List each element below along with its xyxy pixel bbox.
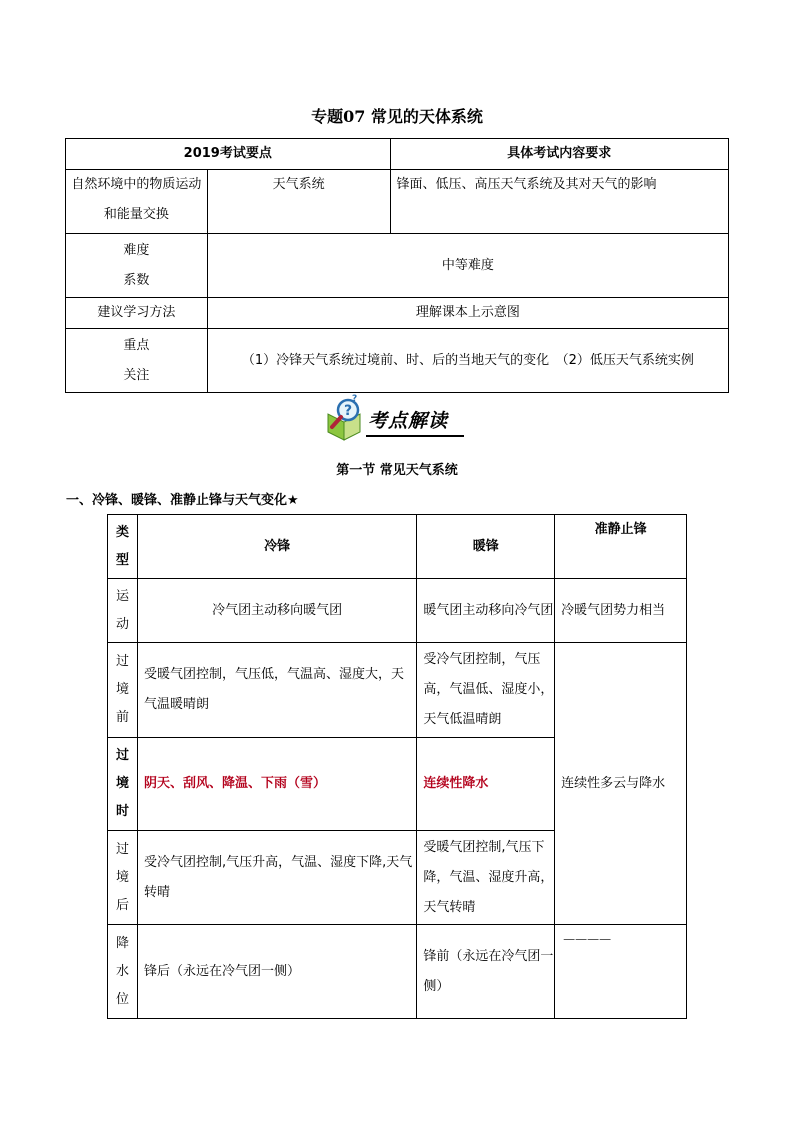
rain-label-2: 水 (115, 963, 129, 979)
banner-text: 考点解读 (368, 410, 449, 432)
cell-type-label (108, 515, 138, 579)
cell-warm-movement: 暖气团主动移向冷气团 (417, 579, 555, 643)
cell-stationary-weather: 连续性多云与降水 (555, 643, 687, 925)
difficulty-label-1: 难度 (123, 242, 150, 258)
cell-method-label: 建议学习方法 (66, 298, 208, 329)
fronts-comparison-table (107, 514, 687, 1019)
section-heading: 一、冷锋、暖锋、准静止锋与天气变化★ (66, 493, 299, 508)
header-cold-front: 冷锋 (137, 515, 416, 579)
cell-cold-after: 受冷气团控制,气压升高，气温、湿度下降,天气转晴 (137, 831, 416, 925)
movement-label-2: 动 (115, 616, 129, 632)
cell-difficulty-value: 中等难度 (207, 234, 728, 298)
cell-focus-label (66, 329, 208, 393)
svg-text:?: ? (352, 394, 358, 404)
cell-stationary-rain (555, 925, 687, 1019)
cell-focus-value: （1）冷锋天气系统过境前、时、后的当地天气的变化 （2）低压天气系统实例 (207, 329, 728, 393)
cell-warm-before: 受冷气团控制，气压高，气温低、湿度小，天气低温晴朗 (417, 643, 555, 738)
cell-cold-during: 阴天、刮风、降温、下雨（雪） (137, 738, 416, 831)
section-title: 第一节 常见天气系统 (336, 463, 458, 478)
cell-before-label (108, 643, 138, 738)
exam-requirements-table (65, 138, 729, 393)
cell-movement-label (108, 579, 138, 643)
cell-after-label (108, 831, 138, 925)
during-label-3: 时 (115, 804, 129, 819)
magnifier-book-icon (322, 392, 370, 446)
cell-difficulty-label (66, 234, 208, 298)
after-label-3: 后 (115, 897, 129, 913)
header-exam-requirements: 具体考试内容要求 (390, 139, 729, 170)
cell-cold-movement: 冷气团主动移向暖气团 (137, 579, 416, 643)
cell-cold-rain: 锋后（永远在冷气团一侧） (137, 925, 416, 1019)
cell-method-value: 理解课本上示意图 (207, 298, 728, 329)
after-label-2: 境 (115, 869, 129, 885)
during-label-1: 过 (115, 748, 129, 763)
stationary-rain-dash: ———— (563, 932, 612, 946)
rain-label-1: 降 (115, 935, 129, 951)
cell-weather-system: 天气系统 (207, 170, 390, 234)
cell-topic: 自然环境中的物质运动和能量交换 (66, 170, 208, 234)
page-title: 专题07 常见的天体系统 (311, 107, 483, 126)
header-warm-front: 暖锋 (417, 515, 555, 579)
cell-during-label (108, 738, 138, 831)
before-label-1: 过 (115, 654, 129, 669)
banner-underline (366, 435, 464, 437)
cell-cold-before: 受暖气团控制，气压低，气温高、湿度大，天气温暖晴朗 (137, 643, 416, 738)
movement-label-1: 运 (115, 588, 129, 604)
type-label-1: 类 (115, 524, 129, 540)
focus-label-2: 关注 (123, 367, 150, 383)
focus-label-1: 重点 (123, 337, 150, 353)
cell-rain-label (108, 925, 138, 1019)
cell-stationary-movement: 冷暖气团势力相当 (555, 579, 687, 643)
cell-requirement: 锋面、低压、高压天气系统及其对天气的影响 (390, 170, 729, 234)
header-stationary-front: 准静止锋 (555, 515, 687, 579)
cell-warm-after: 受暖气团控制,气压下降，气温、湿度升高，天气转晴 (417, 831, 555, 925)
key-points-banner (322, 392, 472, 446)
before-label-3: 前 (115, 710, 129, 725)
difficulty-label-2: 系数 (123, 272, 150, 288)
header-exam-points: 2019考试要点 (66, 139, 391, 170)
after-label-1: 过 (115, 841, 129, 857)
before-label-2: 境 (115, 682, 129, 697)
cell-warm-rain: 锋前（永远在冷气团一侧） (417, 925, 555, 1019)
svg-text:?: ? (344, 403, 353, 419)
during-label-2: 境 (115, 776, 129, 791)
cell-warm-during: 连续性降水 (417, 738, 555, 831)
rain-label-3: 位 (115, 991, 129, 1007)
type-label-2: 型 (115, 552, 129, 568)
